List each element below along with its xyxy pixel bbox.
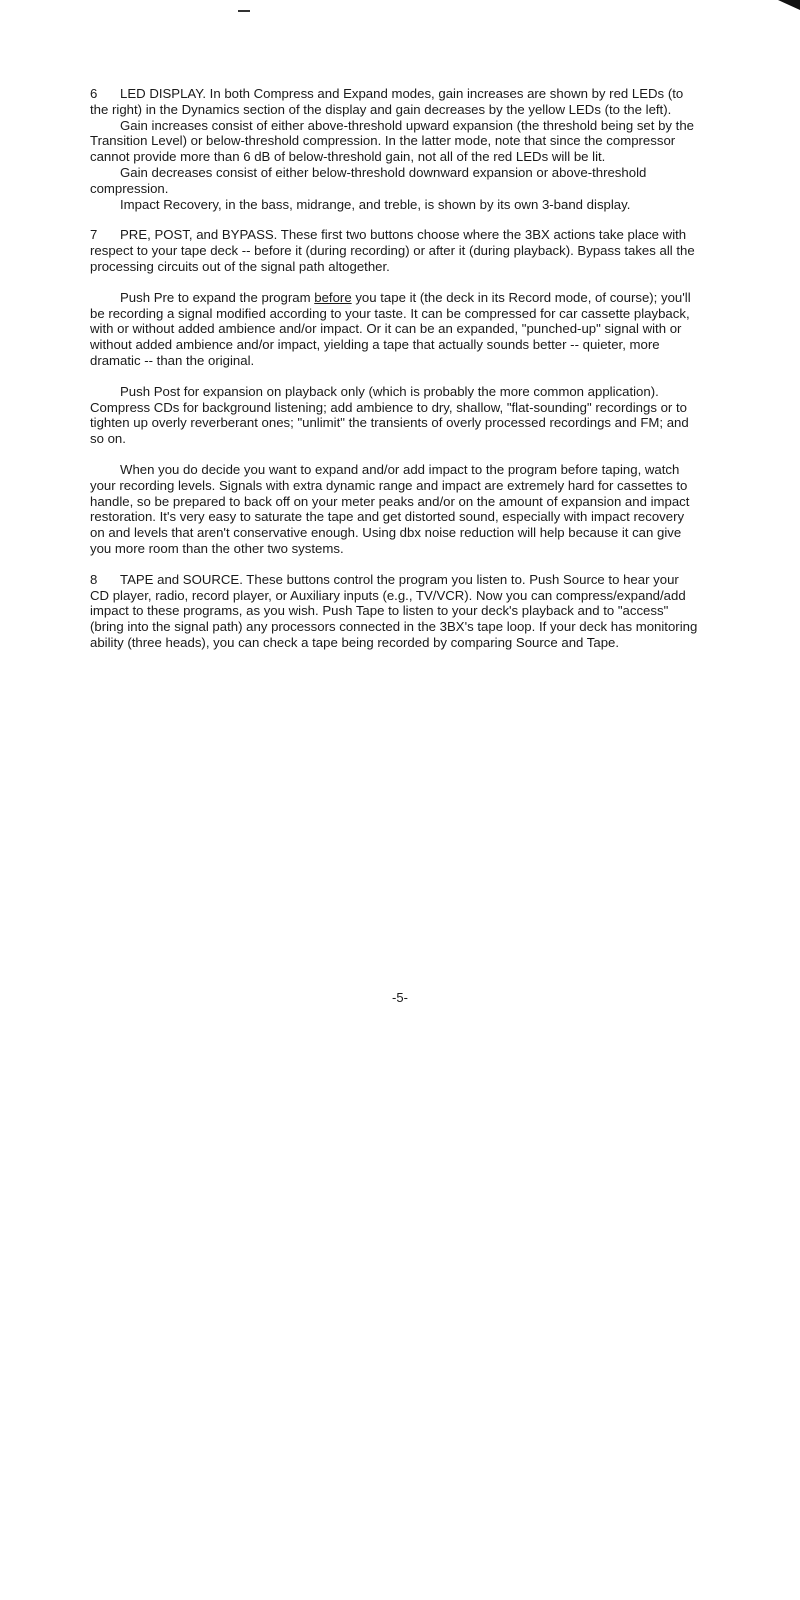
document-body: [90, 86, 700, 666]
pre-text-start: Push Pre to expand the program: [120, 289, 315, 305]
post-paragraph: Push Post for expansion on playback only (which is probably the more common application). Compress CDs for background listening; add ambience to dry, shallow, "flat-sounding" recordings or to tighten up overly reverberant ones; "unlimit" the transients of overly processed recordings and FM; and so on.: [90, 383, 689, 447]
page-number: -5-: [392, 990, 408, 1005]
pre-paragraph: [90, 290, 700, 369]
taping-paragraph: When you do decide you want to expand and/or add impact to the program before taping, watch your recording levels. Signals with extra dynamic range and impact are extremely hard for cassettes to handle, so be prepared to back off on your meter peaks and/or on the amount of expansion and impact restoration. It's very easy to saturate the tape and get distorted sound, especially with impact recovery on and levels that aren't conservative enough. Using dbx noise reduction will help because it can give you more room than the other two systems.: [90, 461, 690, 556]
paragraph: Gain increases consist of either above-threshold upward expansion (the threshold being set by the Transition Level) or below-threshold compression. In the latter mode, note that since the compressor cannot provide more than 6 dB of below-threshold gain, not all of the red LEDs will be lit.: [90, 117, 694, 165]
corner-mark: [778, 0, 800, 10]
section-number: 6: [90, 86, 98, 101]
section-text: TAPE and SOURCE. These buttons control the program you listen to. Push Source to hear your CD player, radio, record player, or Auxiliary inputs (e.g., TV/VCR). Now you can compress/expand/add impact to these programs, as you wish. Push Tape to listen to your deck's playback and to "access" (bring into the signal path) any processors connected in the 3BX's tape loop. If your deck has monitoring ability (three heads), you can check a tape being recorded by comparing Source and Tape.: [90, 571, 698, 650]
section-8: [90, 572, 700, 651]
underlined-word: before: [314, 289, 352, 305]
section-number: 8: [90, 571, 98, 587]
section-text: PRE, POST, and BYPASS. These first two buttons choose where the 3BX actions take place with respect to your tape deck -- before it (during recording) or after it (during playback). Bypass takes all the processing circuits out of the signal path altogether.: [90, 227, 695, 274]
section-8-intro: [90, 572, 700, 651]
paragraph: Impact Recovery, in the bass, midrange, and treble, is shown by its own 3-band display.: [120, 196, 631, 212]
section-number: 7: [90, 227, 98, 243]
pre-text-end: you tape it (the deck in its Record mode, of course); you'll be recording a signal modified according to your taste. It can be compressed for car cassette playback, with or without added ambience and/or impact. Or it can be an expanded, "punched-up" signal with or without added ambience and/or impact, yielding a tape that actually sounds better -- quieter, more dramatic -- than the original.: [90, 289, 691, 368]
section-6-intro: [90, 86, 700, 118]
section-7-intro: [90, 227, 700, 274]
scan-mark: [238, 10, 250, 12]
section-text: LED DISPLAY. In both Compress and Expand modes, gain increases are shown by red LEDs (to the right) in the Dynamics section of the display and gain decreases by the yellow LEDs (to the left).: [90, 86, 684, 117]
section-7: [90, 227, 700, 556]
paragraph: Gain decreases consist of either below-threshold downward expansion or above-threshold compression.: [90, 164, 647, 196]
section-6: [90, 86, 700, 212]
